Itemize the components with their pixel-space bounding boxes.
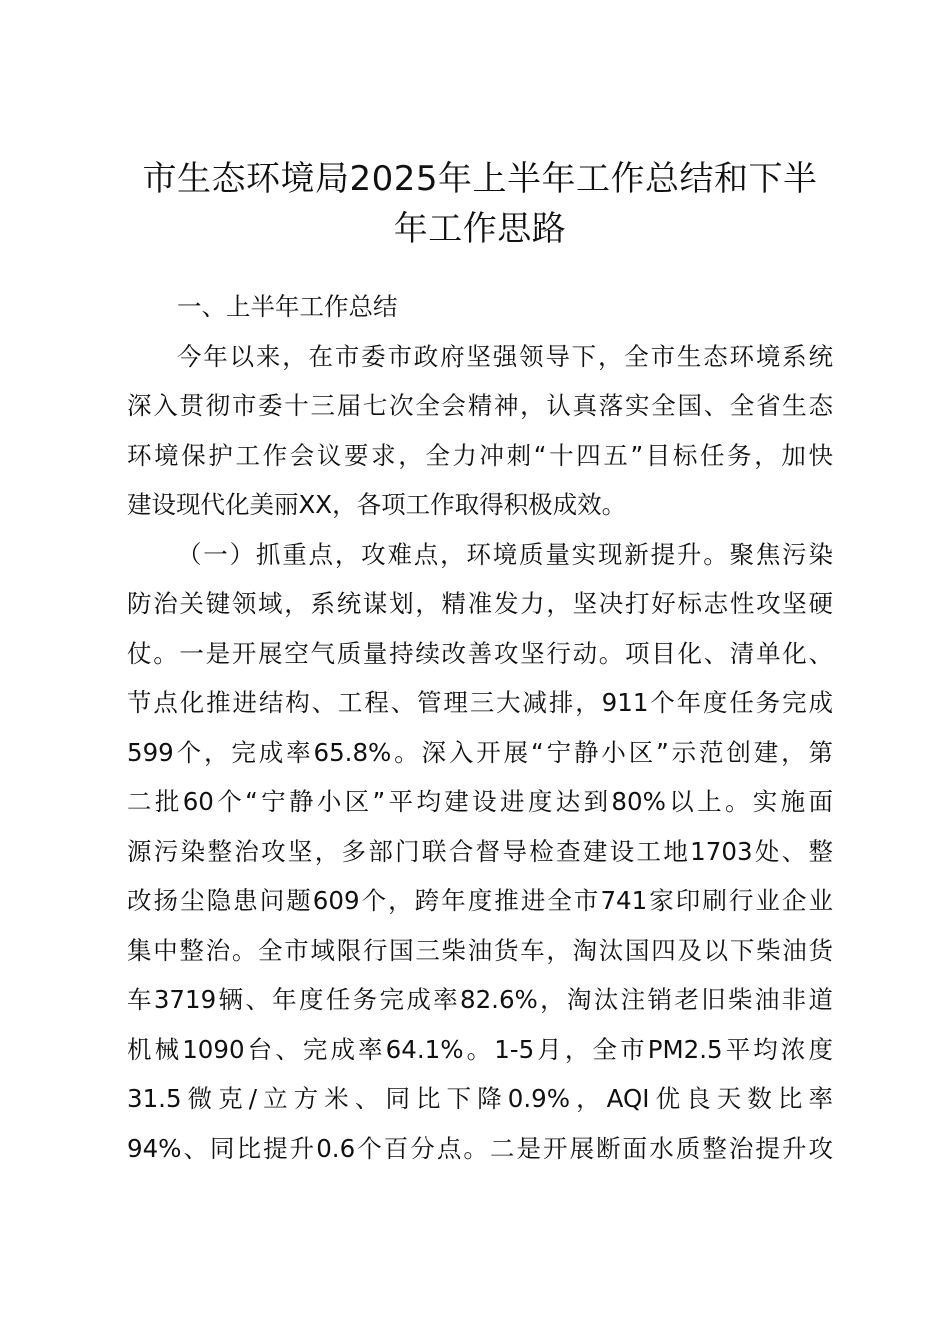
title-line-1: 市生态环境局2025年上半年工作总结和下半: [142, 159, 818, 199]
section-heading: 一、上半年工作总结: [177, 292, 398, 321]
paragraph-line: 94%、同比提升0.6个百分点。二是开展断面水质整治提升攻: [127, 1133, 833, 1163]
document-body: [127, 282, 833, 1173]
document-title: [120, 156, 840, 255]
paragraph-line: 今年以来，在市委市政府坚强领导下，全市生态环境系统: [177, 341, 833, 371]
paragraph-line: 仗。一是开展空气质量持续改善攻坚行动。项目化、清单化、: [127, 638, 833, 668]
title-line-2: 年工作思路: [393, 208, 567, 249]
paragraph-line: 改扬尘隐患问题609个，跨年度推进全市741家印刷行业企业: [127, 886, 833, 915]
paragraph-line: 防治关键领域，系统谋划，精准发力，坚决打好标志性攻坚硬: [127, 589, 833, 618]
paragraph-line: 机械1090台、完成率64.1%。1-5月，全市PM2.5平均浓度: [127, 1034, 833, 1064]
paragraph-line: 深入贯彻市委十三届七次全会精神，认真落实全国、全省生态: [127, 391, 833, 420]
paragraph-line: 建设现代化美丽XX，各项工作取得积极成效。: [127, 490, 627, 519]
paragraph-line: 599个，完成率65.8%。深入开展“宁静小区”示范创建，第: [127, 737, 833, 767]
paragraph-line: 31.5微克/立方米、同比下降0.9%，AQI优良天数比率: [127, 1084, 833, 1113]
paragraph-line: 集中整治。全市域限行国三柴油货车，淘汰国四及以下柴油货: [127, 935, 833, 965]
paragraph-line: 节点化推进结构、工程、管理三大减排，911个年度任务完成: [127, 688, 833, 717]
paragraph-line: 车3719辆、年度任务完成率82.6%，淘汰注销老旧柴油非道: [127, 985, 833, 1014]
paragraph-line: （一）抓重点，攻难点，环境质量实现新提升。聚焦污染: [177, 539, 833, 569]
paragraph-line: 源污染整治攻坚，多部门联合督导检查建设工地1703处、整: [127, 836, 833, 866]
paragraph-line: 环境保护工作会议要求，全力冲刺“十四五”目标任务，加快: [127, 440, 833, 470]
paragraph-line: 二批60个“宁静小区”平均建设进度达到80%以上。实施面: [127, 787, 833, 816]
